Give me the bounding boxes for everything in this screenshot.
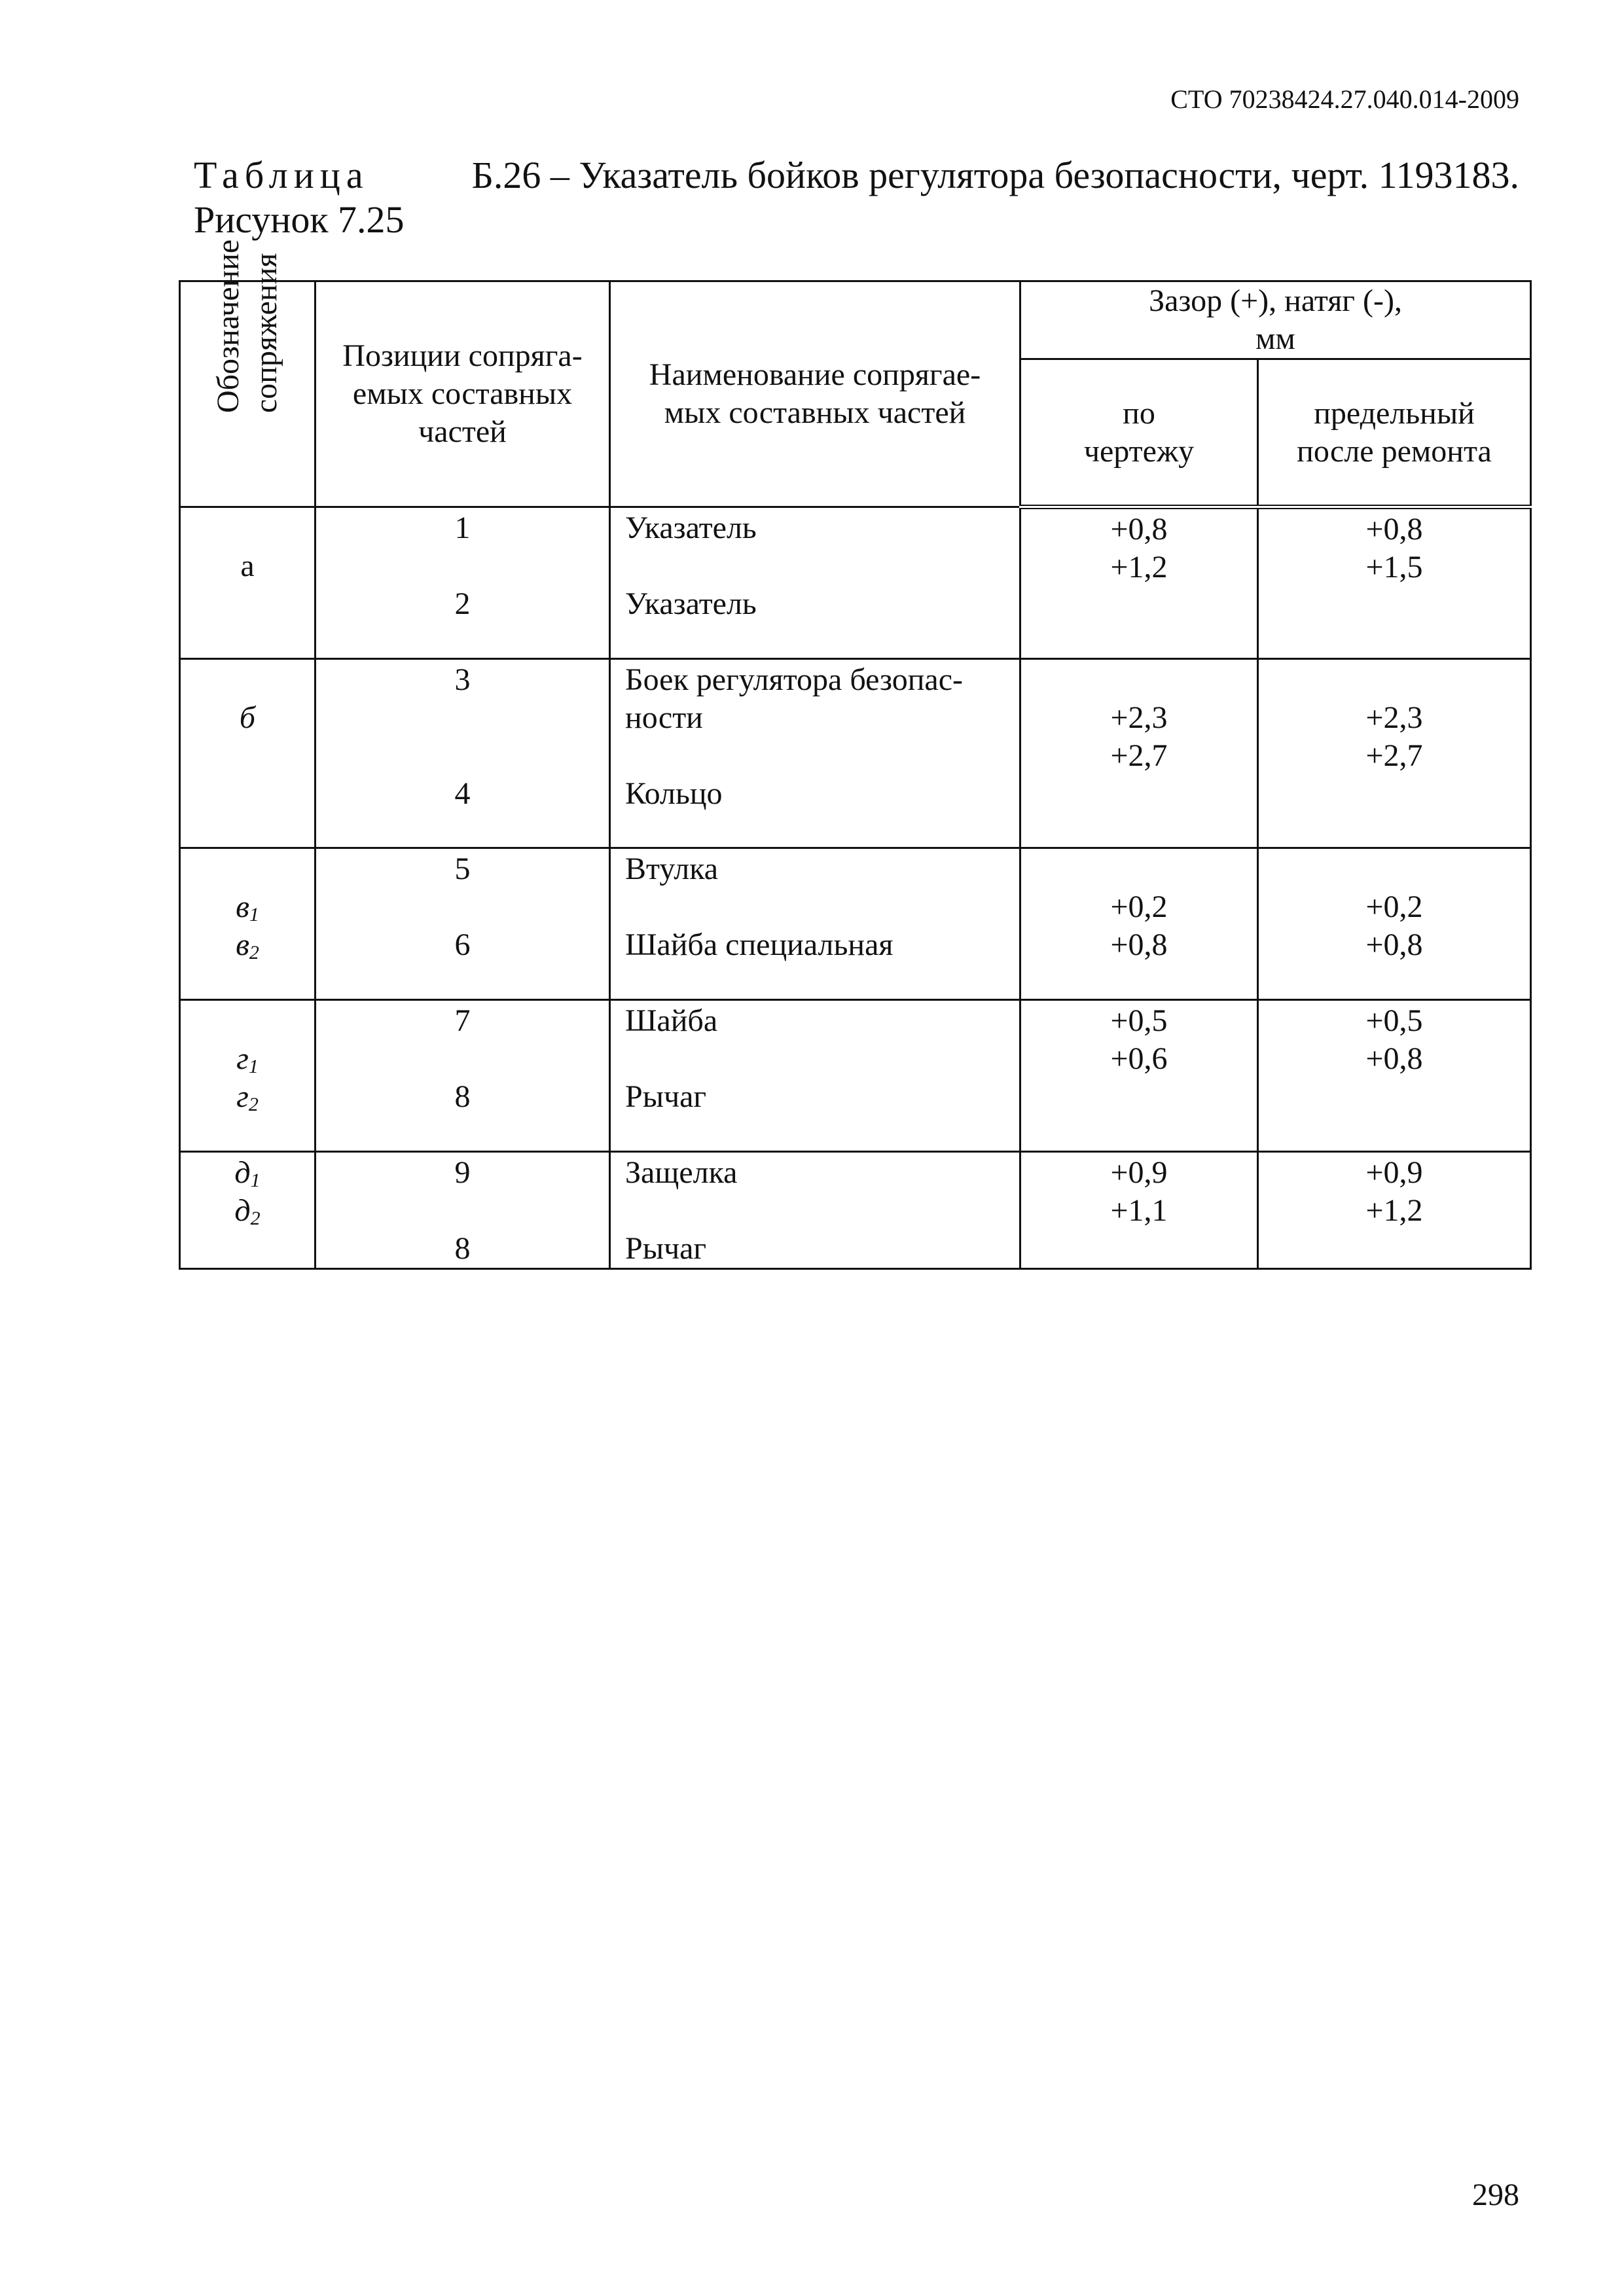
name-cell: Защелка Рычаг bbox=[610, 1152, 1020, 1269]
position-cell: 1 2 bbox=[316, 507, 610, 659]
caption-label: Таблица bbox=[194, 154, 369, 196]
table-row bbox=[180, 848, 1531, 1000]
limit-cell: +2,3 +2,7 bbox=[1258, 659, 1531, 848]
table-row bbox=[180, 1152, 1531, 1269]
header-designation: Обозначение сопряжения bbox=[180, 281, 316, 507]
table-row bbox=[180, 659, 1531, 848]
by-drawing-cell: +0,2 +0,8 bbox=[1020, 848, 1258, 1000]
limit-cell: +0,8 +1,5 bbox=[1258, 507, 1531, 659]
header-by-drawing: по чертежу bbox=[1020, 359, 1258, 507]
table-row bbox=[180, 1000, 1531, 1152]
by-drawing-cell: +0,8 +1,2 bbox=[1020, 507, 1258, 659]
name-cell: Втулка Шайба специальная bbox=[610, 848, 1020, 1000]
designation-cell: $в_1$ $в_2$ bbox=[180, 848, 316, 1000]
header-limit-after-repair: предельный после ремонта bbox=[1258, 359, 1531, 507]
by-drawing-cell: +0,9 +1,1 bbox=[1020, 1152, 1258, 1269]
by-drawing-cell: +2,3 +2,7 bbox=[1020, 659, 1258, 848]
caption-title: Б.26 – Указатель бойков регулятора безопасности, черт. 1193183. bbox=[471, 154, 1519, 196]
designation-cell: а bbox=[180, 507, 316, 659]
by-drawing-cell: +0,5 +0,6 bbox=[1020, 1000, 1258, 1152]
name-cell: Указатель Указатель bbox=[610, 507, 1020, 659]
limit-cell: +0,9 +1,2 bbox=[1258, 1152, 1531, 1269]
table-row bbox=[180, 507, 1531, 659]
table-caption bbox=[194, 153, 1519, 242]
header-names: Наименование сопрягае- мых составных частей bbox=[610, 281, 1020, 507]
limit-cell: +0,2 +0,8 bbox=[1258, 848, 1531, 1000]
header-positions: Позиции сопряга- емых составных частей bbox=[316, 281, 610, 507]
name-cell: Боек регулятора безопас- ности Кольцо bbox=[610, 659, 1020, 848]
caption-figure-ref: Рисунок 7.25 bbox=[194, 198, 405, 241]
document-code: СТО 70238424.27.040.014-2009 bbox=[1170, 84, 1519, 114]
header-gap-interference: Зазор (+), натяг (-), мм bbox=[1020, 281, 1531, 359]
position-cell: 3 4 bbox=[316, 659, 610, 848]
name-cell: Шайба Рычаг bbox=[610, 1000, 1020, 1152]
designation-cell: $г_1$ $г_2$ bbox=[180, 1000, 316, 1152]
position-cell: 9 8 bbox=[316, 1152, 610, 1269]
page-number: 298 bbox=[1472, 2178, 1519, 2212]
designation-cell: $д_1$ $д_2$ bbox=[180, 1152, 316, 1269]
designation-cell: б bbox=[180, 659, 316, 848]
limit-cell: +0,5 +0,8 bbox=[1258, 1000, 1531, 1152]
mating-parts-table bbox=[179, 239, 1532, 1270]
position-cell: 7 8 bbox=[316, 1000, 610, 1152]
position-cell: 5 6 bbox=[316, 848, 610, 1000]
